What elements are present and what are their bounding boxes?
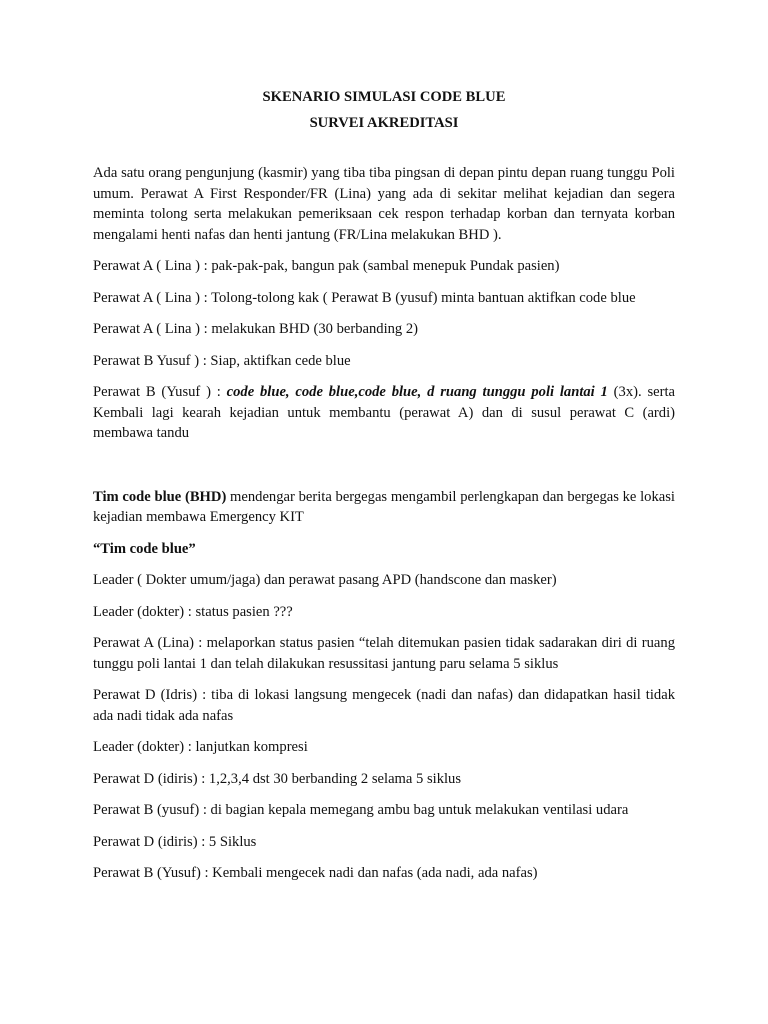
team-paragraph [93,487,675,528]
paragraph-text: (3x). serta Kembali lagi kearah kejadian untuk membantu (perawat A) dan di susul perawat C (ardi) membawa tandu [93,384,675,441]
dialogue-line: Perawat B Yusuf ) : Siap, aktifkan cede blue [93,352,351,369]
dialogue-paragraph: Perawat A (Lina) : melaporkan status pasien “telah ditemukan pasien tidak sadarakan diri di ruang tunggu poli lantai 1 dan telah dilakukan resussitasi jantung paru selama 5 siklus [93,635,675,672]
code-blue-announcement: code blue, code blue,code blue, d ruang tunggu poli lantai 1 [226,384,608,400]
dialogue-line: Perawat A ( Lina ) : Tolong-tolong kak ( Perawat B (yusuf) minta bantuan aktifkan code blue [93,289,636,306]
dialogue-line: Leader (dokter) : lanjutkan kompresi [93,739,308,755]
document-title: SKENARIO SIMULASI CODE BLUE [262,89,506,105]
document-page [93,86,675,884]
paragraph-text: mendengar berita bergegas mengambil perlengkapan dan bergegas ke lokasi kejadian membawa Emergency KIT [93,488,675,525]
dialogue-line: Leader ( Dokter umum/jaga) dan perawat pasang APD (handscone dan masker) [93,572,557,588]
dialogue-line: Perawat B (Yusuf) : Kembali mengecek nadi dan nafas (ada nadi, ada nafas) [93,865,538,881]
dialogue-paragraph [93,382,675,444]
document-subtitle: SURVEI AKREDITASI [309,115,459,131]
dialogue-paragraph: Perawat D (Idris) : tiba di lokasi langsung mengecek (nadi dan nafas) dan didapatkan hasil tidak ada nadi tidak ada nafas [93,687,675,724]
dialogue-line: Leader (dokter) : status pasien ??? [93,603,293,620]
dialogue-line: Perawat A ( Lina ) : pak-pak-pak, bangun pak (sambal menepuk Pundak pasien) [93,258,560,274]
dialogue-line: Perawat A ( Lina ) : melakukan BHD (30 berbanding 2) [93,321,419,337]
dialogue-line: Perawat B (yusuf) : di bagian kepala memegang ambu bag untuk melakukan ventilasi udara [93,802,629,818]
dialogue-line: Perawat D (idiris) : 5 Siklus [93,833,257,850]
intro-paragraph: Ada satu orang pengunjung (kasmir) yang tiba tiba pingsan di depan pintu depan ruang tunggu Poli umum. Perawat A First Responder/FR (Lina) yang ada di sekitar melihat kejadian dan segera meminta tolong serta melakukan pemeriksaan cek respon terhadap korban dan ternyata korban mengalami henti nafas dan henti jantung (FR/Lina melakukan BHD ). [93,165,675,243]
team-label: Tim code blue (BHD) [93,488,227,505]
speaker-label: Perawat B (Yusuf ) : [93,384,227,400]
section-heading: “Tim code blue” [93,540,196,557]
dialogue-line: Perawat D (idiris) : 1,2,3,4 dst 30 berbanding 2 selama 5 siklus [93,770,462,787]
